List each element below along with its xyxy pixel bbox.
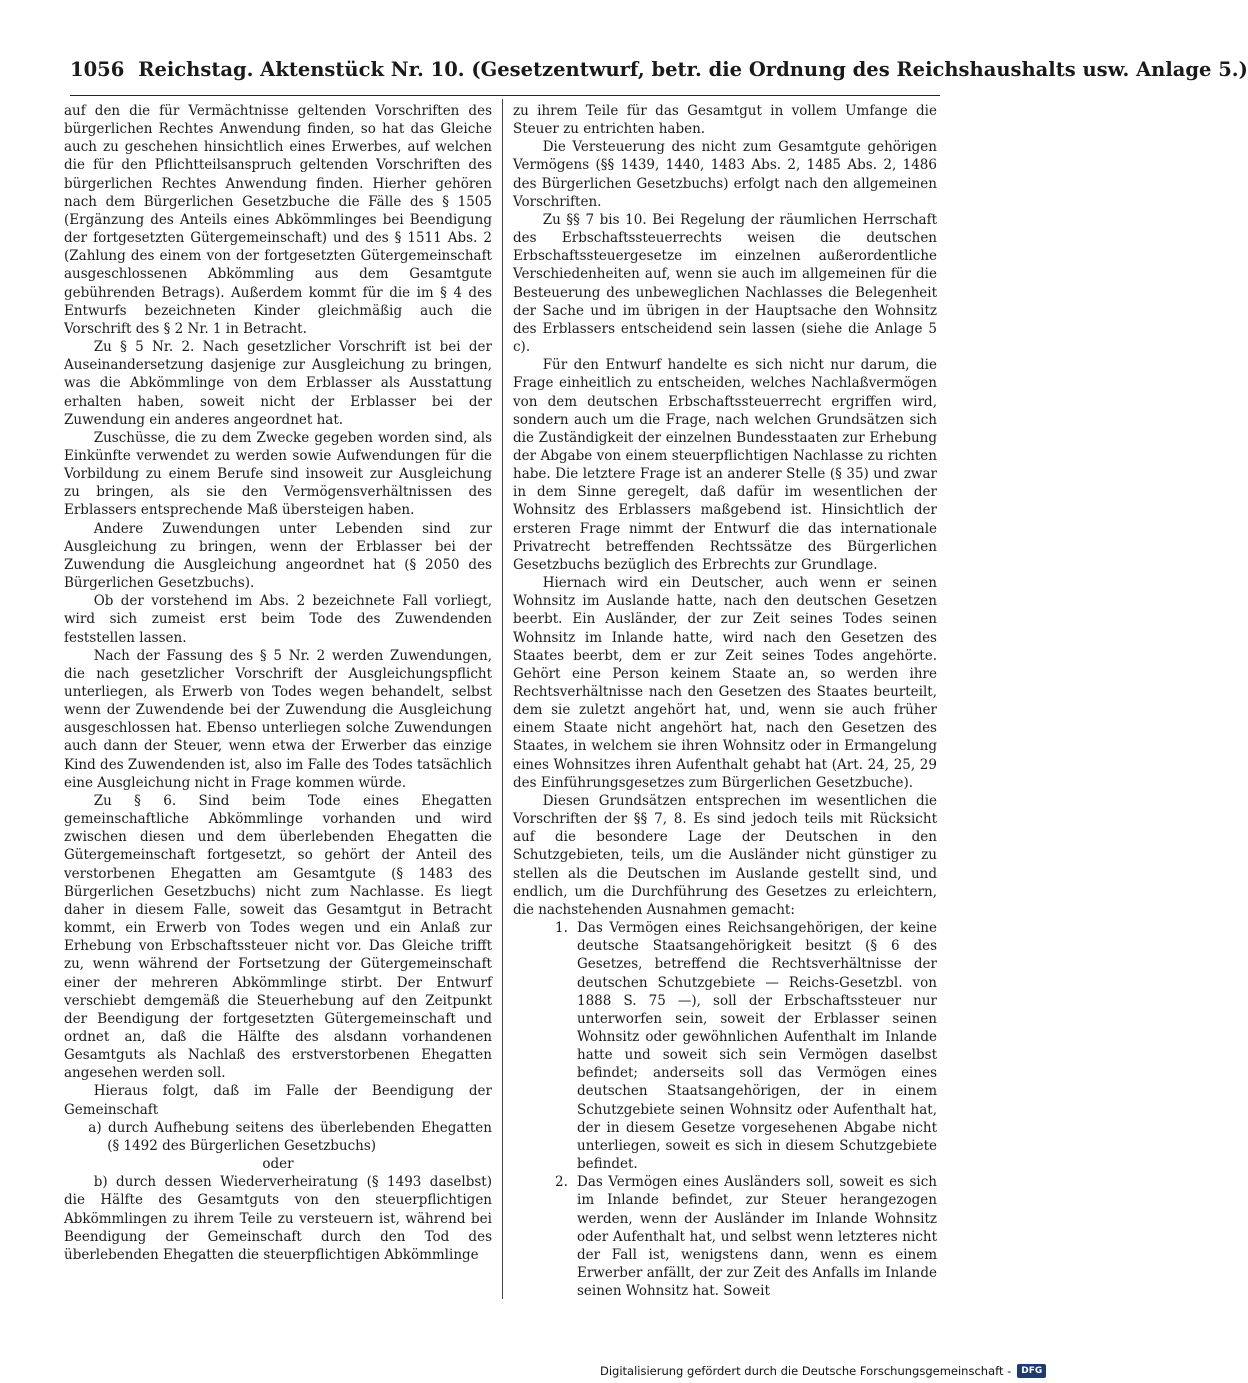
list-item-number: 2. bbox=[555, 1174, 568, 1191]
paragraph: Andere Zuwendungen unter Lebenden sind zur Ausgleichung zu bringen, wenn der Erblasser bei der Zuwendung die Ausgleichung angeordnet hat (§ 2050 des Bürgerlichen Gesetzbuchs). bbox=[64, 520, 492, 592]
paragraph: Für den Entwurf handelte es sich nicht nur darum, die Frage einheitlich zu entscheiden, welches Nachlaßvermögen von dem deutschen Erbschaftssteuerrecht ergriffen wird, sondern auch um die Frage, nach welchen Grundsätzen sich die Zuständigkeit der einzelnen Bundesstaaten zur Erhebung der Abgabe von einem steuerpflichtigen Nachlasse zu richten habe. Die letztere Frage ist an anderer Stelle (§ 35) und zwar in dem Sinne geregelt, daß dafür im wesentlichen der Wohnsitz des Erblassers maßgebend ist. Hinsichtlich der ersteren Frage nimmt der Entwurf die das internationale Privatrecht betreffenden Rechtssätze des Bürgerlichen Gesetzbuchs bezüglich des Erbrechts zur Grundlage. bbox=[513, 357, 937, 573]
conjunction-oder: oder bbox=[262, 1156, 294, 1173]
paragraph: Ob der vorstehend im Abs. 2 bezeichnete Fall vorliegt, wird sich zumeist erst beim Tode des Zuwendenden feststellen lassen. bbox=[64, 593, 492, 646]
paragraph: Hiernach wird ein Deutscher, auch wenn er seinen Wohnsitz im Auslande hatte, nach den deutschen Gesetzen beerbt. Ein Ausländer, der zur Zeit seines Todes seinen Wohnsitz im Inlande hatte, wird nach den Gesetzen des Staates beerbt, dem er zur Zeit seines Todes angehörte. Gehört eine Person keinem Staate an, so werden ihre Rechtsverhältnisse nach den Gesetzen des Staates beurteilt, dem sie zuletzt angehört hat, und, wenn sie auch früher einem Staate nicht angehört hat, nach den Gesetzen des Staates, in welchem sie ihren Wohnsitz oder in Ermangelung eines Wohnsitzes ihren Aufenthalt gehabt hat (Art. 24, 25, 29 des Einführungsgesetzes zum Bürgerlichen Gesetzbuche). bbox=[513, 575, 937, 791]
column-divider bbox=[502, 99, 503, 1299]
paragraph: Zu §§ 7 bis 10. Bei Regelung der räumlichen Herrschaft des Erbschaftssteuerrechts weisen die deutschen Erbschaftssteuergesetze im einzelnen außerordentliche Verschiedenheiten auf, wenn sie auch im allgemeinen für die Besteuerung des unbeweglichen Nachlasses die Belegenheit der Sache und im übrigen in der Hauptsache den Wohnsitz des Erblassers entscheidend sein lassen (siehe die Anlage 5 c). bbox=[513, 211, 937, 356]
right-column bbox=[513, 102, 937, 1300]
paragraph: Nach der Fassung des § 5 Nr. 2 werden Zuwendungen, die nach gesetzlicher Vorschrift der Ausgleichungspflicht unterliegen, als Erwerb von Todes wegen behandelt, selbst wenn der Zuwendende bei der Zuwendung die Ausgleichung ausgeschlossen hat. Ebenso unterliegen solche Zuwendungen auch dann der Steuer, wenn etwa der Erwerber das einzige Kind des Zuwendenden ist, also im Falle des Todes tatsächlich eine Ausgleichung nicht in Frage kommen würde. bbox=[64, 647, 492, 791]
list-item-b: b) durch dessen Wiederverheiratung (§ 1493 daselbst) die Hälfte des Gesamtguts von den steuerpflichtigen Abkömmlingen zu ihrem Teile zu versteuern ist, während bei Beendigung der Gemeinschaft durch den Tod des überlebenden Ehegatten die steuerpflichtigen Abkömmlinge bbox=[64, 1174, 492, 1263]
list-item-text: Das Vermögen eines Ausländers soll, soweit es sich im Inlande befindet, zur Steuer herangezogen werden, wenn der Ausländer im Inlande Wohnsitz oder Aufenthalt hat, und selbst wenn letzteres nicht der Fall ist, wenigstens dann, wenn es einem Erwerber anfällt, der zur Zeit des Anfalls im Inlande seinen Wohnsitz hat. Soweit bbox=[577, 1174, 937, 1300]
list-item bbox=[513, 1173, 937, 1300]
paragraph: Zu § 5 Nr. 2. Nach gesetzlicher Vorschrift ist bei der Auseinandersetzung dasjenige zur Ausgleichung zu bringen, was die Abkömmlinge von dem Erblasser als Ausstattung erhalten haben, soweit nicht der Erblasser bei der Zuwendung ein anderes angeordnet hat. bbox=[64, 339, 492, 428]
paragraph: Zu § 6. Sind beim Tode eines Ehegatten gemeinschaftliche Abkömmlinge vorhanden und wird zwischen diesen und dem überlebenden Ehegatten die Gütergemeinschaft fortgesetzt, so gehört der Anteil des verstorbenen Ehegatten am Gesamtgute (§ 1483 des Bürgerlichen Gesetzbuchs) nicht zum Nachlasse. Es liegt daher in diesem Falle, soweit das Gesamtgut in Betracht kommt, ein Erwerb von Todes wegen und ein Anlaß zur Erhebung von Erbschaftssteuer nicht vor. Das Gleiche trifft zu, wenn während der Fortsetzung der Gütergemeinschaft einer der mehreren Abkömmlinge stirbt. Der Entwurf verschiebt demgemäß die Steuerhebung auf den Zeitpunkt der Beendigung der fortgesetzten Gütergemeinschaft und ordnet an, daß die Hälfte des alsdann vorhandenen Gesamtguts als Nachlaß des erstverstorbenen Ehegatten angesehen werden soll. bbox=[64, 792, 492, 1082]
footer-text: Digitalisierung gefördert durch die Deutsche Forschungsgemeinschaft - bbox=[600, 1364, 1012, 1378]
page-header bbox=[70, 58, 1248, 92]
list-item bbox=[513, 919, 937, 1173]
left-column bbox=[64, 102, 492, 1264]
dfg-logo-icon: DFG bbox=[1017, 1364, 1046, 1378]
paragraph: Zuschüsse, die zu dem Zwecke gegeben worden sind, als Einkünfte verwendet zu werden sowie Aufwendungen für die Vorbildung zu einem Berufe sind insoweit zur Ausgleichung zu bringen, als sie den Vermögensverhältnissen des Erblassers entsprechende Maß übersteigen haben. bbox=[64, 429, 492, 519]
paragraph: Diesen Grundsätzen entsprechen im wesentlichen die Vorschriften der §§ 7, 8. Es sind jedoch teils mit Rücksicht auf die besondere Lage der Deutschen in den Schutzgebieten, teils, um die Ausländer nicht günstiger zu stellen als die Deutschen im Auslande gestellt sind, und endlich, um die Durchführung des Gesetzes zu erleichtern, die nachstehenden Ausnahmen gemacht: bbox=[513, 792, 937, 918]
list-item-a: a) durch Aufhebung seitens des überlebenden Ehegatten (§ 1492 des Bürgerlichen Gesetzbuchs) bbox=[88, 1119, 492, 1154]
header-rule bbox=[70, 95, 940, 96]
paragraph: Hieraus folgt, daß im Falle der Beendigung der Gemeinschaft bbox=[64, 1083, 492, 1118]
page-number: 1056 bbox=[70, 58, 125, 81]
paragraph: Die Versteuerung des nicht zum Gesamtgute gehörigen Vermögens (§§ 1439, 1440, 1483 Abs. 2, 1485 Abs. 2, 1486 des Bürgerlichen Gesetzbuchs) erfolgt nach den allgemeinen Vorschriften. bbox=[513, 139, 937, 210]
digitization-footer bbox=[600, 1362, 1043, 1380]
paragraph: zu ihrem Teile für das Gesamtgut in vollem Umfange die Steuer zu entrichten haben. bbox=[513, 103, 937, 138]
page-title: Reichstag. Aktenstück Nr. 10. (Gesetzentwurf, betr. die Ordnung des Reichshaushalts usw. Anlage 5.) bbox=[138, 58, 1248, 81]
paragraph: auf den die für Vermächtnisse geltenden Vorschriften des bürgerlichen Rechtes Anwendung finden, so hat das Gleiche auch zu geschehen hinsichtlich eines Erwerbes, auf welchen die für den Pflichtteilsanspruch geltenden Vorschriften des bürgerlichen Rechtes Anwendung finden. Hierher gehören nach dem Bürgerlichen Gesetzbuche die Fälle des § 1505 (Ergänzung des Anteils eines Abkömmlinges bei Beendigung der fortgesetzten Gütergemeinschaft) und des § 1511 Abs. 2 (Zahlung des einem von der fortgesetzten Gütergemeinschaft ausgeschlossenen Abkömmling aus dem Gesamtgute gebührenden Betrags). Außerdem kommt für die im § 4 des Entwurfs bezeichneten Kinder gleichmäßig auch die Vorschrift des § 2 Nr. 1 in Betracht. bbox=[64, 103, 492, 337]
list-item-text: Das Vermögen eines Reichsangehörigen, der keine deutsche Staatsangehörigkeit besitzt (§ 6 des Gesetzes, betreffend die Rechtsverhältnisse der deutschen Schutzgebiete — Reichs-Gesetzbl. von 1888 S. 75 —), soll der Erbschaftssteuer nur unterworfen sein, soweit der Erblasser seinen Wohnsitz oder gewöhnlichen Aufenthalt im Inlande hatte und soweit sich sein Vermögen daselbst befindet; anderseits soll das Vermögen eines deutschen Staatsangehörigen, der in einem Schutzgebiete seinen Wohnsitz oder Aufenthalt hat, der in diesem Gesetze vorgesehenen Abgabe nicht unterliegen, soweit es sich in diesem Schutzgebiete befindet. bbox=[577, 920, 937, 1173]
numbered-list bbox=[513, 919, 937, 1300]
list-item-number: 1. bbox=[555, 920, 568, 937]
